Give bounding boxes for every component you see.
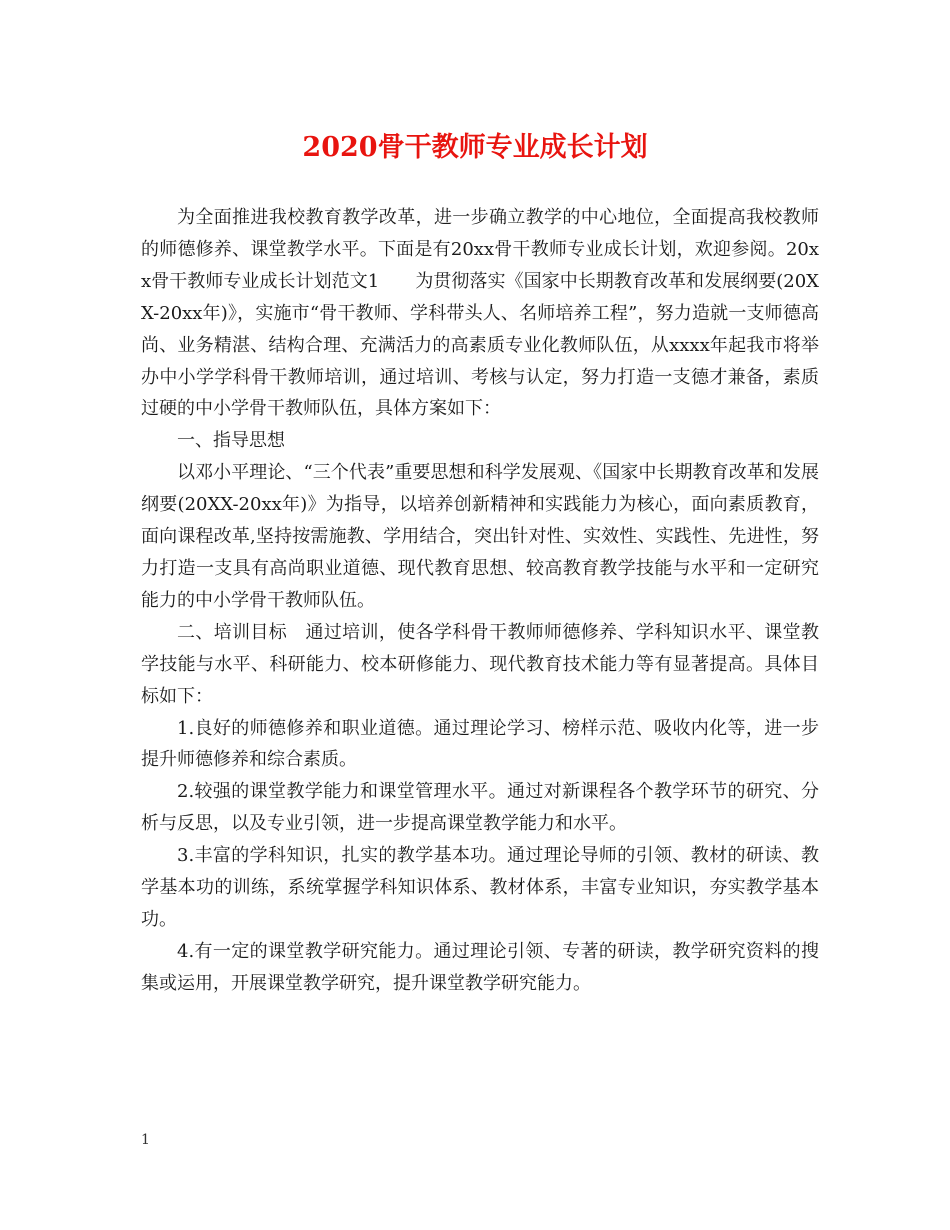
list-item-goal-3: 3.丰富的学科知识，扎实的教学基本功。通过理论导师的引领、教材的研读、教学基本功的训练，系统掌握学科知识体系、教材体系，丰富专业知识，夯实教学基本功。 — [141, 845, 819, 930]
document-body — [141, 202, 819, 1000]
paragraph-training-goals: 二、培训目标 通过培训，使各学科骨干教师师德修养、学科知识水平、课堂教学技能与水平、科研能力、校本研修能力、现代教育技术能力等有显著提高。具体目标如下： — [141, 621, 819, 707]
section-heading-guiding-ideology: 一、指导思想 — [177, 430, 285, 452]
paragraph-guiding-ideology: 以邓小平理论、“三个代表”重要思想和科学发展观、《国家中长期教育改革和发展纲要(20XX-20xx年)》为指导，以培养创新精神和实践能力为核心，面向素质教育，面向课程改革,坚持按需施教、学用结合，突出针对性、实效性、实践性、先进性，努力打造一支具有高尚职业道德、现代教育思想、较高教育教学技能与水平和一定研究能力的中小学骨干教师队伍。 — [141, 462, 819, 611]
list-item-goal-4: 4.有一定的课堂教学研究能力。通过理论引领、专著的研读，教学研究资料的搜集或运用，开展课堂教学研究，提升课堂教学研究能力。 — [141, 940, 819, 994]
list-item-goal-1: 1.良好的师德修养和职业道德。通过理论学习、榜样示范、吸收内化等，进一步提升师德修养和综合素质。 — [141, 717, 819, 771]
paragraph-intro: 为全面推进我校教育教学改革，进一步确立教学的中心地位，全面提高我校教师的师德修养、课堂教学水平。下面是有20xx骨干教师专业成长计划，欢迎参阅。20xx骨干教师专业成长计划范文1 为贯彻落实《国家中长期教育改革和发展纲要(20XX-20xx年)》，实施市“骨干教师、学科带头人、名师培养工程”，努力造就一支师德高尚、业务精湛、结构合理、充满活力的高素质专业化教师队伍，从xxxx年起我市将举办中小学学科骨干教师培训，通过培训、考核与认定，努力打造一支德才兼备，素质过硬的中小学骨干教师队伍，具体方案如下： — [141, 207, 819, 420]
document-title: 2020骨干教师专业成长计划 — [302, 132, 648, 163]
page-number: 1 — [141, 1132, 150, 1148]
list-item-goal-2: 2.较强的课堂教学能力和课堂管理水平。通过对新课程各个教学环节的研究、分析与反思，以及专业引领，进一步提高课堂教学能力和水平。 — [141, 781, 819, 835]
